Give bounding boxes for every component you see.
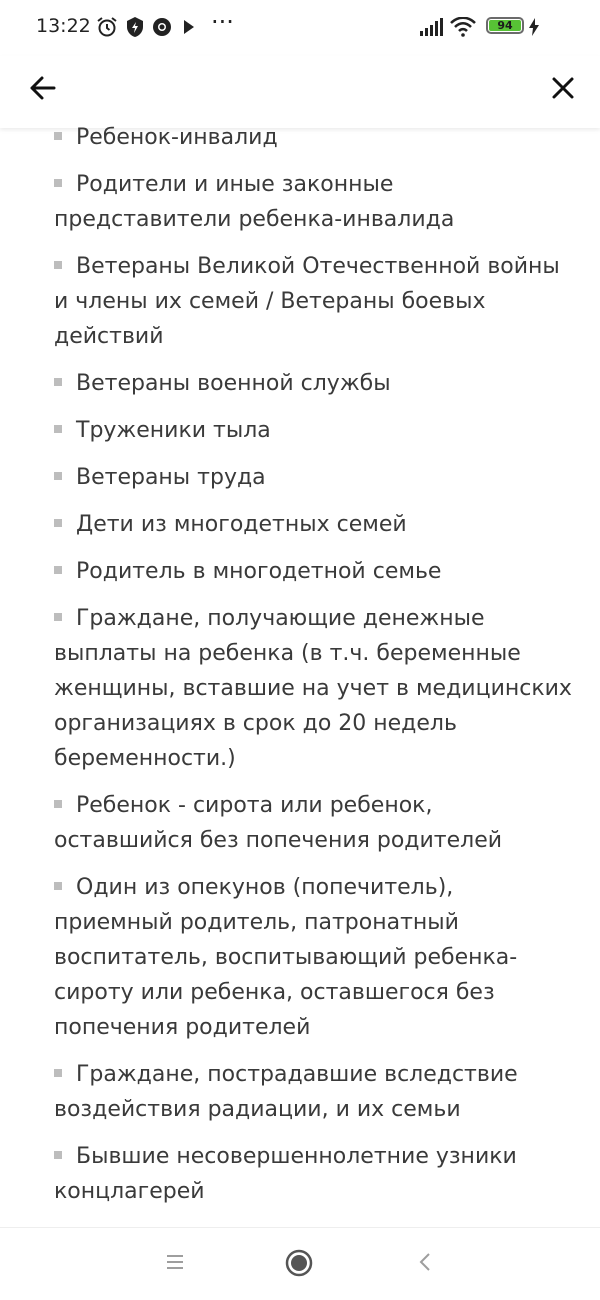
list-item (54, 788, 574, 858)
bullet-icon (54, 472, 62, 480)
list-item (54, 460, 574, 495)
bullet-icon (54, 1151, 62, 1159)
list-item (54, 554, 574, 589)
status-bar (0, 0, 600, 56)
bullet-icon (54, 179, 62, 187)
status-time: 13:22 (36, 15, 91, 37)
back-button[interactable] (24, 68, 64, 108)
list-item (54, 601, 574, 776)
list-item-text: Один из опекунов (попечитель), приемный родитель, патронатный воспитатель, воспитывающий ребенка-сироту или ребенка, оставшегося без попечения родителей (54, 875, 518, 1040)
list-item-text: Ребенок-инвалид (76, 125, 278, 150)
list-item (54, 1139, 574, 1209)
arrow-left-icon (24, 68, 64, 108)
recent-apps-button[interactable] (163, 1250, 187, 1278)
play-icon (182, 19, 196, 35)
system-nav-bar (0, 1227, 600, 1300)
beneficiary-list (54, 120, 574, 1221)
list-item-text: Дети из многодетных семей (76, 512, 407, 537)
list-item (54, 120, 574, 155)
list-item-text: Родители и иные законные представители ребенка-инвалида (54, 172, 455, 232)
bullet-icon (54, 261, 62, 269)
home-icon (284, 1248, 314, 1278)
list-item (54, 870, 574, 1045)
bullet-icon (54, 882, 62, 890)
back-icon (414, 1250, 438, 1274)
bullet-icon (54, 378, 62, 386)
list-item-text: Труженики тыла (76, 418, 271, 443)
list-item (54, 366, 574, 401)
nav-back-button[interactable] (414, 1250, 438, 1278)
signal-icon (419, 17, 443, 37)
list-item-text: Ребенок - сирота или ребенок, оставшийся без попечения родителей (54, 793, 503, 853)
shield-icon (125, 16, 145, 38)
battery-level: 94 (497, 19, 513, 32)
bullet-icon (54, 613, 62, 621)
list-item-text: Ветераны Великой Отечественной войны и члены их семей / Ветераны боевых действий (54, 254, 560, 349)
list-item-text: Ветераны военной службы (76, 371, 391, 396)
list-item (54, 249, 574, 354)
list-item (54, 167, 574, 237)
battery-icon (486, 17, 524, 34)
chrome-icon (152, 17, 172, 37)
list-item-text: Бывшие несовершеннолетние узники концлагерей (54, 1144, 517, 1204)
bullet-icon (54, 1069, 62, 1077)
list-item-text: Ветераны труда (76, 465, 266, 490)
menu-icon (163, 1250, 187, 1274)
wifi-icon (450, 17, 476, 37)
bullet-icon (54, 800, 62, 808)
app-bar (0, 56, 600, 128)
close-icon (543, 68, 583, 108)
status-more-dots: ··· (211, 8, 234, 36)
list-item-text: Родитель в многодетной семье (76, 559, 442, 584)
list-item (54, 1057, 574, 1127)
home-button[interactable] (284, 1248, 314, 1282)
list-item (54, 413, 574, 448)
close-button[interactable] (543, 68, 583, 108)
list-item (54, 507, 574, 542)
bullet-icon (54, 566, 62, 574)
list-item-text: Граждане, получающие денежные выплаты на ребенка (в т.ч. беременные женщины, вставшие на учет в медицинских организациях в срок до 20 недель беременности.) (54, 606, 572, 771)
bullet-icon (54, 519, 62, 527)
bullet-icon (54, 132, 62, 140)
list-item-text: Граждане, пострадавшие вследствие воздействия радиации, и их семьи (54, 1062, 518, 1122)
charging-icon (528, 17, 540, 37)
alarm-icon (96, 16, 118, 38)
bullet-icon (54, 425, 62, 433)
